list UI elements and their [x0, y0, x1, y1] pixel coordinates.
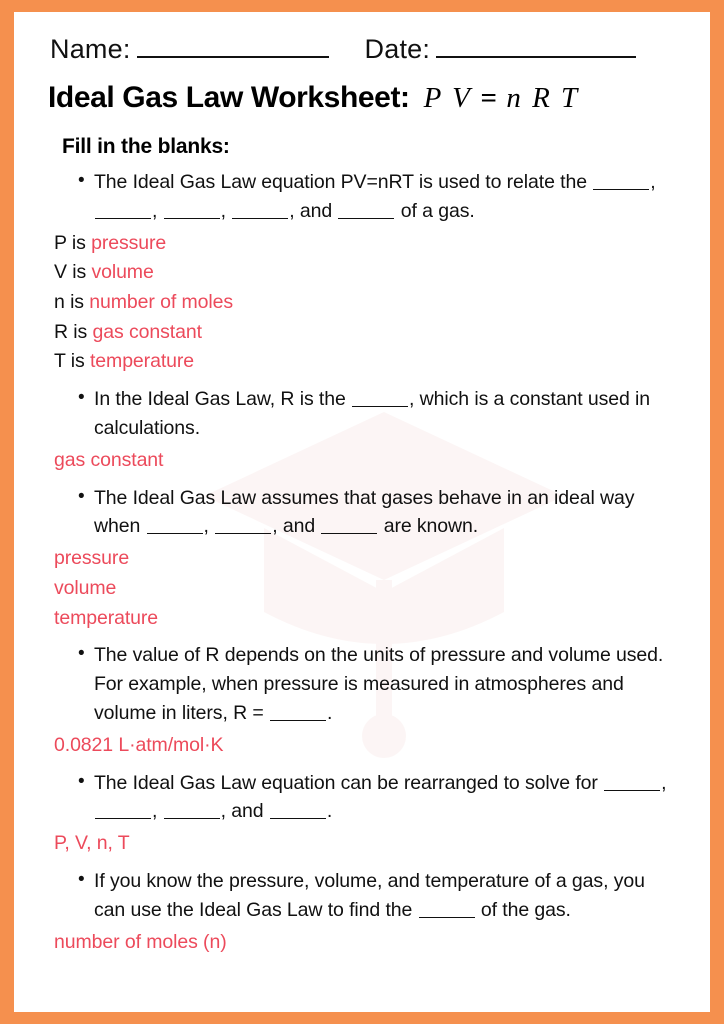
worksheet-page	[14, 12, 710, 1012]
worksheet-content	[14, 12, 710, 956]
answer-group	[36, 545, 688, 632]
equation-n: n	[506, 82, 523, 114]
answer-blank[interactable]	[95, 801, 151, 820]
answer-value: number of moles	[89, 291, 233, 314]
answer-group	[36, 732, 688, 760]
equation-equals: =	[480, 82, 498, 114]
answer-line	[54, 545, 688, 573]
answer-value: temperature	[54, 606, 159, 629]
answer-line	[54, 447, 688, 475]
answer-blank[interactable]	[147, 515, 203, 534]
answer-blank[interactable]	[164, 801, 220, 820]
section-heading: Fill in the blanks:	[62, 135, 230, 158]
answer-group	[36, 230, 688, 376]
answer-blank[interactable]	[352, 388, 408, 407]
question-text: , and	[272, 515, 321, 538]
question-bullet	[36, 867, 688, 925]
question-bullet	[36, 769, 688, 827]
answer-blank[interactable]	[270, 801, 326, 820]
question-text: ,	[152, 800, 163, 823]
date-label: Date:	[364, 34, 431, 64]
question-bullet	[36, 168, 688, 226]
answer-line	[54, 605, 688, 633]
question-text: .	[327, 702, 333, 725]
answer-blank[interactable]	[338, 200, 394, 219]
answer-value: pressure	[54, 547, 130, 570]
name-input-line[interactable]	[137, 55, 329, 58]
answer-value: volume	[54, 576, 117, 599]
answer-blank[interactable]	[419, 899, 475, 918]
answer-blank[interactable]	[215, 515, 271, 534]
equation-v: V	[452, 82, 472, 114]
question-text: In the Ideal Gas Law, R is the	[94, 388, 352, 411]
question-text: of the gas.	[475, 898, 571, 921]
answer-prefix: n is	[54, 291, 90, 314]
answer-blank[interactable]	[232, 200, 288, 219]
date-input-line[interactable]	[436, 55, 636, 58]
answer-prefix: V is	[54, 261, 92, 284]
name-date-row	[50, 34, 688, 65]
question-text: ,	[203, 515, 215, 538]
answer-blank[interactable]	[95, 200, 151, 219]
page-title-row	[48, 81, 688, 115]
question-text: ,	[152, 199, 163, 222]
answer-blank[interactable]	[321, 515, 377, 534]
answer-group	[36, 929, 688, 957]
answer-prefix: P is	[54, 231, 92, 254]
answer-prefix: T is	[54, 350, 90, 373]
answer-value: pressure	[91, 231, 167, 254]
question-text: , and	[289, 199, 338, 222]
answer-prefix: R is	[54, 320, 93, 343]
question-text: The Ideal Gas Law equation PV=nRT is used to relate the	[94, 171, 593, 193]
answer-line	[54, 259, 688, 287]
question-text: ,	[661, 771, 667, 794]
answer-value: gas constant	[92, 320, 202, 343]
question-text: If you know the pressure, volume, and temperature of a gas, you can use the Ideal Gas Law to find the	[94, 870, 645, 921]
answer-line	[54, 575, 688, 603]
answer-line	[54, 230, 688, 258]
answer-blank[interactable]	[593, 171, 649, 190]
answer-value: 0.0821 L·atm/mol·K	[54, 733, 224, 756]
equation-r: R	[532, 82, 552, 114]
answer-line	[54, 732, 688, 760]
question-bullet	[36, 385, 688, 443]
answer-value: gas constant	[54, 448, 164, 471]
answer-value: number of moles (n)	[54, 930, 227, 953]
question-text: The Ideal Gas Law equation can be rearranged to solve for	[94, 771, 604, 794]
answer-group	[36, 830, 688, 858]
question-text: .	[326, 800, 333, 823]
question-text: ,	[220, 199, 232, 222]
answer-value: P, V, n, T	[54, 832, 130, 855]
question-text: are known.	[378, 515, 479, 538]
answer-line	[54, 929, 688, 957]
question-text: The value of R depends on the units of pressure and volume used. For example, when pressure is measured in atmospheres and volume in liters, R =	[94, 644, 664, 725]
question-text: The Ideal Gas Law assumes that gases behave in an ideal way when	[94, 486, 635, 538]
answer-line	[54, 348, 688, 376]
answer-value: temperature	[89, 350, 195, 373]
question-text: ,	[650, 171, 656, 193]
answer-line	[54, 319, 688, 347]
answer-blank[interactable]	[604, 772, 660, 791]
answer-group	[36, 447, 688, 475]
answer-line	[54, 289, 688, 317]
answer-line	[54, 830, 688, 858]
equation-t: T	[561, 82, 580, 114]
question-text: , which is a constant used in calculations.	[94, 388, 651, 440]
ideal-gas-law-equation	[424, 82, 580, 115]
question-list	[36, 168, 688, 956]
page-title: Ideal Gas Law Worksheet:	[48, 81, 410, 114]
answer-value: volume	[91, 261, 154, 284]
question-bullet	[36, 641, 688, 728]
question-bullet	[36, 484, 688, 542]
answer-blank[interactable]	[164, 200, 220, 219]
question-text: , and	[220, 800, 269, 823]
equation-p: P	[423, 82, 443, 114]
answer-blank[interactable]	[270, 702, 326, 721]
question-text: of a gas.	[395, 199, 475, 222]
name-label: Name:	[50, 34, 131, 64]
